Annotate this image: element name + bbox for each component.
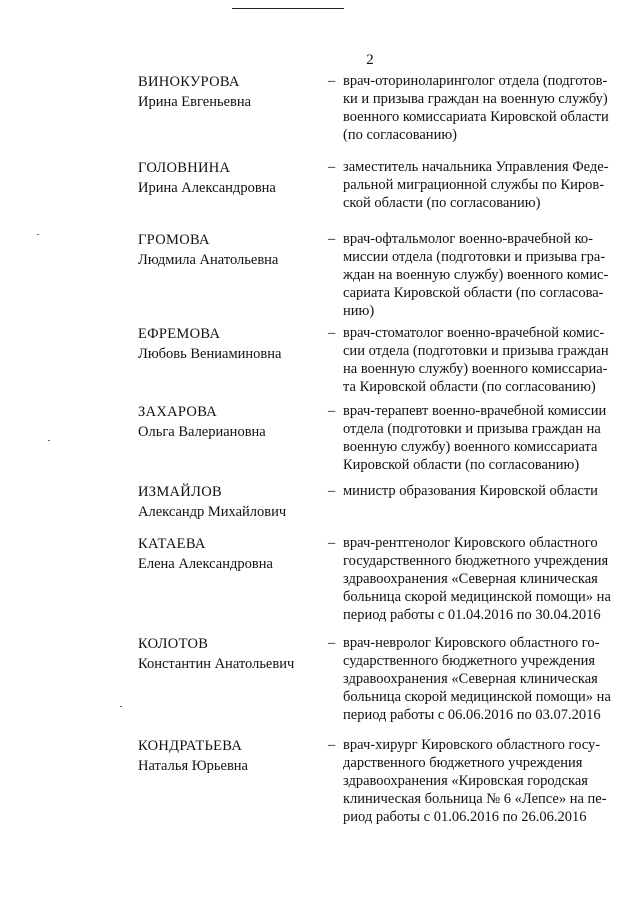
member-position bbox=[343, 482, 618, 500]
member-surname: ВИНОКУРОВА bbox=[138, 74, 240, 90]
entry-dash: – bbox=[328, 73, 336, 89]
member-surname: ГОЛОВНИНА bbox=[138, 160, 231, 176]
position-line: ской области (по согласованию) bbox=[343, 195, 541, 211]
member-position bbox=[343, 634, 618, 724]
position-line: ральной миграционной службы по Киров- bbox=[343, 177, 605, 193]
scan-speck bbox=[120, 706, 122, 707]
position-line: заместитель начальника Управления Феде- bbox=[343, 159, 609, 175]
member-name bbox=[138, 402, 328, 442]
entry-dash: – bbox=[328, 231, 336, 247]
member-name bbox=[138, 158, 328, 198]
position-line: сариата Кировской области (по согласова- bbox=[343, 285, 604, 301]
member-given-name: Наталья Юрьевна bbox=[138, 758, 248, 774]
member-position bbox=[343, 324, 618, 396]
member-surname: ЗАХАРОВА bbox=[138, 404, 218, 420]
member-name bbox=[138, 534, 328, 574]
position-line: военного комиссариата Кировской области bbox=[343, 109, 609, 125]
member-position bbox=[343, 230, 618, 320]
position-line: военную службу) военного комиссариата bbox=[343, 439, 598, 455]
member-name bbox=[138, 324, 328, 364]
entry-dash: – bbox=[328, 403, 336, 419]
entry-dash: – bbox=[328, 159, 336, 175]
member-surname: КАТАЕВА bbox=[138, 536, 206, 552]
position-line: больница скорой медицинской помощи» на bbox=[343, 689, 611, 705]
position-line: отдела (подготовки и призыва граждан на bbox=[343, 421, 601, 437]
member-given-name: Людмила Анатольевна bbox=[138, 252, 279, 268]
position-line: врач-хирург Кировского областного госу- bbox=[343, 737, 601, 753]
position-line: ждан на военную службу) военного комис- bbox=[343, 267, 609, 283]
member-position bbox=[343, 72, 618, 144]
member-surname: ИЗМАЙЛОВ bbox=[138, 484, 222, 500]
position-line: министр образования Кировской области bbox=[343, 483, 598, 499]
member-given-name: Ирина Александровна bbox=[138, 180, 276, 196]
member-position bbox=[343, 534, 618, 624]
position-line: (по согласованию) bbox=[343, 127, 457, 143]
member-name bbox=[138, 482, 328, 522]
member-name bbox=[138, 736, 328, 776]
top-rule bbox=[232, 8, 344, 9]
entry-dash: – bbox=[328, 483, 336, 499]
member-surname: КОЛОТОВ bbox=[138, 636, 209, 652]
position-line: та Кировской области (по согласованию) bbox=[343, 379, 596, 395]
member-name bbox=[138, 230, 328, 270]
entry-dash: – bbox=[328, 737, 336, 753]
entry-dash: – bbox=[328, 535, 336, 551]
position-line: нию) bbox=[343, 303, 375, 319]
scan-speck bbox=[37, 234, 39, 235]
position-line: период работы с 01.04.2016 по 30.04.2016 bbox=[343, 607, 601, 623]
position-line: врач-оториноларинголог отдела (подготов- bbox=[343, 73, 608, 89]
position-line: сии отдела (подготовки и призыва граждан bbox=[343, 343, 609, 359]
member-given-name: Елена Александровна bbox=[138, 556, 273, 572]
position-line: миссии отдела (подготовки и призыва гра- bbox=[343, 249, 606, 265]
member-position bbox=[343, 158, 618, 212]
member-given-name: Любовь Вениаминовна bbox=[138, 346, 282, 362]
position-line: врач-рентгенолог Кировского областного bbox=[343, 535, 598, 551]
position-line: больница скорой медицинской помощи» на bbox=[343, 589, 611, 605]
member-given-name: Константин Анатольевич bbox=[138, 656, 295, 672]
member-surname: КОНДРАТЬЕВА bbox=[138, 738, 243, 754]
position-line: сударственного бюджетного учреждения bbox=[343, 653, 596, 669]
scan-speck bbox=[48, 440, 50, 441]
member-given-name: Ольга Валериановна bbox=[138, 424, 266, 440]
position-line: врач-стоматолог военно-врачебной комис- bbox=[343, 325, 605, 341]
member-surname: ЕФРЕМОВА bbox=[138, 326, 221, 342]
entry-dash: – bbox=[328, 635, 336, 651]
member-position bbox=[343, 402, 618, 474]
member-name bbox=[138, 634, 328, 674]
member-surname: ГРОМОВА bbox=[138, 232, 210, 248]
position-line: здравоохранения «Северная клиническая bbox=[343, 671, 598, 687]
member-name bbox=[138, 72, 328, 112]
entry-dash: – bbox=[328, 325, 336, 341]
position-line: ки и призыва граждан на военную службу) bbox=[343, 91, 608, 107]
position-line: врач-терапевт военно-врачебной комиссии bbox=[343, 403, 607, 419]
position-line: государственного бюджетного учреждения bbox=[343, 553, 609, 569]
member-given-name: Ирина Евгеньевна bbox=[138, 94, 252, 110]
position-line: врач-офтальмолог военно-врачебной ко- bbox=[343, 231, 593, 247]
position-line: риод работы с 01.06.2016 по 26.06.2016 bbox=[343, 809, 587, 825]
page-number: 2 bbox=[366, 52, 374, 68]
position-line: здравоохранения «Северная клиническая bbox=[343, 571, 598, 587]
position-line: здравоохранения «Кировская городская bbox=[343, 773, 588, 789]
position-line: на военную службу) военного комиссариа- bbox=[343, 361, 608, 377]
position-line: дарственного бюджетного учреждения bbox=[343, 755, 583, 771]
position-line: клиническая больница № 6 «Лепсе» на пе- bbox=[343, 791, 607, 807]
member-given-name: Александр Михайлович bbox=[138, 504, 287, 520]
position-line: Кировской области (по согласованию) bbox=[343, 457, 580, 473]
position-line: врач-невролог Кировского областного го- bbox=[343, 635, 600, 651]
position-line: период работы с 06.06.2016 по 03.07.2016 bbox=[343, 707, 601, 723]
member-position bbox=[343, 736, 618, 826]
